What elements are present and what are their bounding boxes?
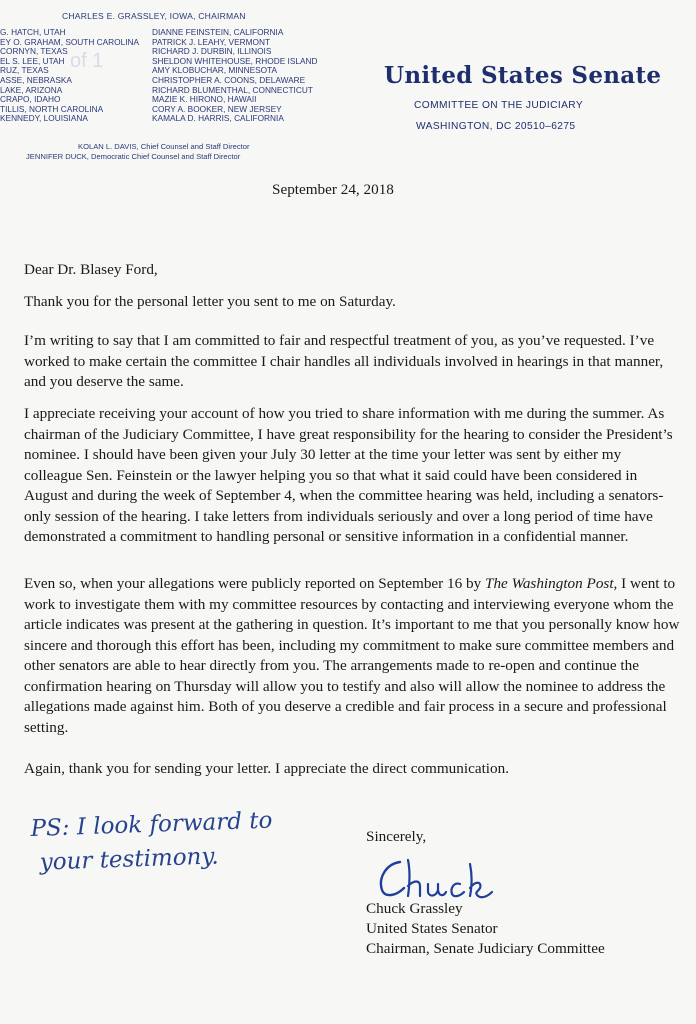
member-name: EL S. LEE, UTAH (0, 55, 65, 66)
committee-address: WASHINGTON, DC 20510–6275 (416, 121, 576, 132)
member-name: KENNEDY, LOUISIANA (0, 113, 88, 124)
members-right-column (152, 28, 318, 124)
paragraph-1: Thank you for the personal letter you sent to me on Saturday. (24, 293, 396, 310)
handwritten-postscript (30, 802, 332, 880)
member-name: CORY A. BOOKER, NEW JERSEY (152, 103, 282, 114)
member-name: G. HATCH, UTAH (0, 27, 66, 37)
members-left-column (0, 28, 139, 124)
paragraph-5: Again, thank you for sending your letter. I appreciate the direct communication. (24, 760, 509, 777)
member-name: CHRISTOPHER A. COONS, DELAWARE (152, 74, 306, 85)
letter-date: September 24, 2018 (272, 181, 394, 198)
postscript-line-2: your testimony. (39, 843, 220, 876)
member-name: MAZIE K. HIRONO, HAWAII (152, 94, 257, 105)
senate-title: United States Senate (384, 62, 662, 89)
member-name: TILLIS, NORTH CAROLINA (0, 103, 104, 114)
signer-title-2: Chairman, Senate Judiciary Committee (366, 940, 605, 957)
member-name: RICHARD BLUMENTHAL, CONNECTICUT (152, 84, 313, 95)
signature-block (366, 899, 605, 959)
member-name: DIANNE FEINSTEIN, CALIFORNIA (152, 27, 284, 37)
committee-name: COMMITTEE ON THE JUDICIARY (414, 100, 584, 111)
member-name: AMY KLOBUCHAR, MINNESOTA (152, 65, 278, 76)
member-name: PATRICK J. LEAHY, VERMONT (152, 36, 271, 47)
member-name: CRAPO, IDAHO (0, 94, 61, 105)
member-name: RICHARD J. DURBIN, ILLINOIS (152, 46, 272, 57)
signature (374, 856, 504, 900)
paragraph-4-start: Even so, when your allegations were publicly reported on September 16 by (24, 575, 485, 592)
member-name: RUZ, TEXAS (0, 65, 49, 76)
member-name: ASSE, NEBRASKA (0, 74, 72, 85)
paragraph-3: I appreciate receiving your account of how you tried to share information with me during the summer. As chairman of the Judiciary Committee, I have great responsibility for the hearing to consider the President’s nominee. I should have been given your July 30 letter at the time your letter was sent by either my colleague Sen. Feinstein or the lawyer helping you so that what it said could have been considered in August and during the week of September 4, when the committee hearing was held, including a senators-only session of the hearing. I take letters from individuals seriously and over a long period of time have demonstrated a commitment to handling personal or sensitive information in a confidential manner. (24, 405, 673, 545)
paragraph-2: I’m writing to say that I am committed to fair and respectful treatment of you, as you’ve requested. I’ve worked to make certain the committee I chair handles all individuals involved in hearings in that manner, and you deserve the same. (24, 332, 664, 390)
staff-line-2: JENNIFER DUCK, Democratic Chief Counsel and Staff Director (26, 152, 241, 161)
member-name: CORNYN, TEXAS (0, 46, 68, 57)
member-name: KAMALA D. HARRIS, CALIFORNIA (152, 113, 284, 124)
paragraph-4-end: , I went to work to investigate them with my committee resources by contacting and interviewing everyone whom the article indicates was present at the gathering in question. It’s important to me that you personally know how sincere and thorough this effort has been, including my commitment to make sure committee members and other senators are able to hear directly from you. The arrangements made to re-open and continue the confirmation hearing on Thursday will allow you to testify and also will allow the nominee to address the allegations made against him. Both of you deserve a credible and fair process in a secure and professional setting. (24, 575, 680, 736)
staff-line-1: KOLAN L. DAVIS, Chief Counsel and Staff Director (78, 142, 250, 151)
postscript-line-1: PS: I look forward to (30, 807, 273, 842)
member-name: SHELDON WHITEHOUSE, RHODE ISLAND (152, 55, 318, 66)
faint-watermark: of 1 (70, 50, 104, 72)
letterhead-chairman: CHARLES E. GRASSLEY, IOWA, CHAIRMAN (62, 11, 246, 21)
member-name: EY O. GRAHAM, SOUTH CAROLINA (0, 36, 140, 47)
member-name: LAKE, ARIZONA (0, 84, 63, 95)
signer-title-1: United States Senator (366, 920, 498, 937)
signer-name: Chuck Grassley (366, 900, 463, 917)
greeting: Dear Dr. Blasey Ford, (24, 261, 158, 278)
closing: Sincerely, (366, 828, 427, 845)
newspaper-title: The Washington Post (485, 575, 614, 592)
paragraph-4 (24, 574, 680, 738)
